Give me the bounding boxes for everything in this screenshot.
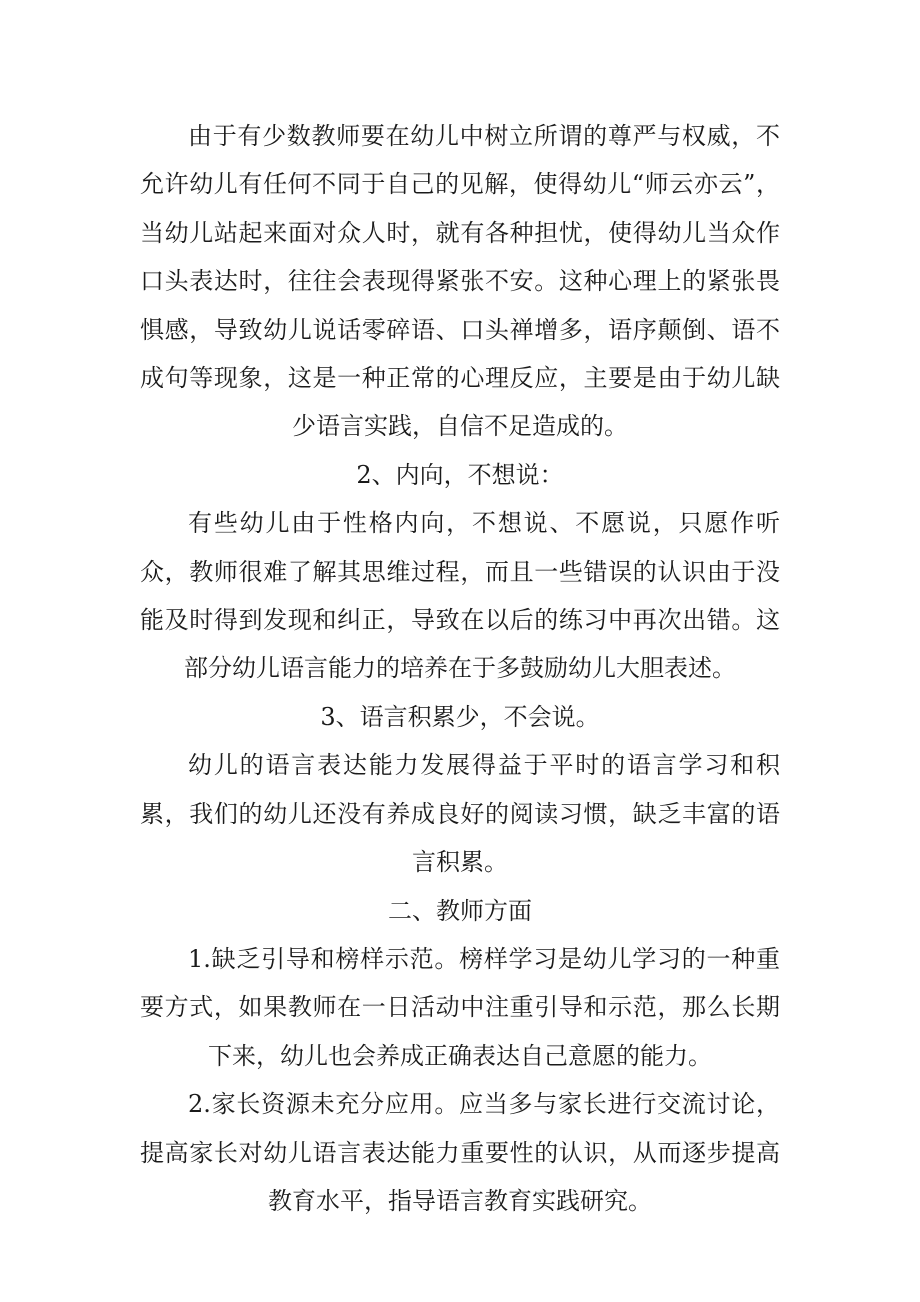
paragraph-introverted: 有些幼儿由于性格内向，不想说、不愿说，只愿作听众，教师很难了解其思维过程，而且一些错误的认识由于没能及时得到发现和纠正，导致在以后的练习中再次出错。这部分幼儿语言能力的培养在于多鼓励幼儿大胆表述。 bbox=[140, 509, 780, 683]
heading-little-accumulation: 3、语言积累少，不会说。 bbox=[320, 702, 600, 731]
heading-teacher-aspect: 二、教师方面 bbox=[388, 896, 532, 925]
paragraph-teacher-authority: 由于有少数教师要在幼儿中树立所谓的尊严与权威，不允许幼儿有任何不同于自己的见解，使得幼儿“师云亦云”，当幼儿站起来面对众人时，就有各种担忧，使得幼儿当众作口头表达时，往往会表现得紧张不安。这种心理上的紧张畏惧感，导致幼儿说话零碎语、口头禅增多，语序颠倒、语不成句等现象，这是一种正常的心理反应，主要是由于幼儿缺少语言实践，自信不足造成的。 bbox=[140, 122, 780, 441]
list-item-guidance: 1.缺乏引导和榜样示范。榜样学习是幼儿学习的一种重要方式，如果教师在一日活动中注重引导和示范，那么长期下来，幼儿也会养成正确表达自己意愿的能力。 bbox=[140, 944, 780, 1070]
list-item-parent-resources: 2.家长资源未充分应用。应当多与家长进行交流讨论，提高家长对幼儿语言表达能力重要性的认识，从而逐步提高教育水平，指导语言教育实践研究。 bbox=[140, 1090, 780, 1215]
paragraph-little-accumulation: 幼儿的语言表达能力发展得益于平时的语言学习和积累，我们的幼儿还没有养成良好的阅读习惯，缺乏丰富的语言积累。 bbox=[140, 751, 780, 877]
heading-introverted: 2、内向，不想说： bbox=[356, 460, 564, 489]
document-body bbox=[140, 112, 780, 1225]
